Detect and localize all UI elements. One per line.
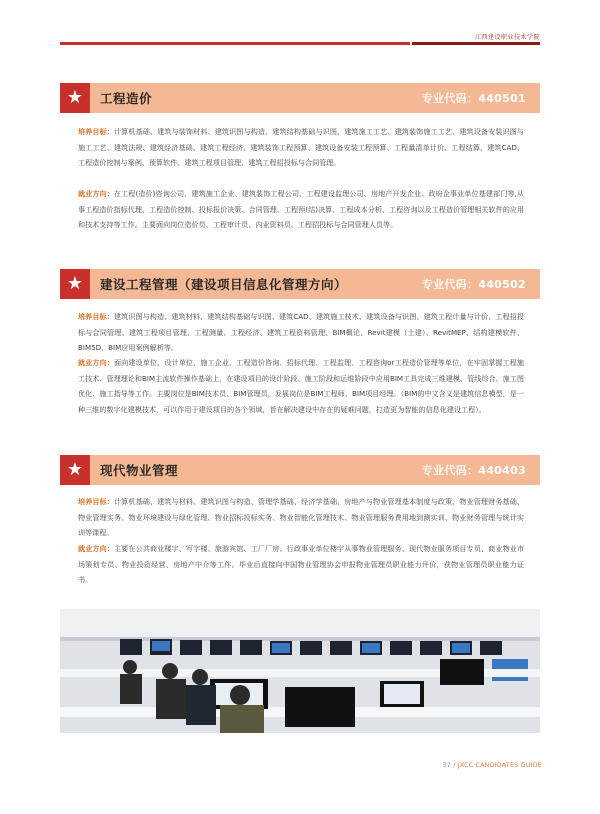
star-icon: ★	[60, 269, 90, 299]
footer-separator: /	[453, 762, 456, 769]
training-goal-paragraph	[78, 309, 524, 356]
training-goal-text: 建筑识图与构造、建筑材料、建筑结构基础与识图、建筑CAD、建筑施工技术、建筑设备与识图、建筑工程计量与计价、工程招投标与合同管理、建筑工程项目管理、工程测量、工程经济、建筑工程资料管理、BIM概论、Revit建模（土建）、RevitMEP、结构建模软件、BIM5D、BIM应用案例解析等。	[78, 312, 525, 353]
training-goal-text: 计算机基础、建筑与材料、建筑识图与构造、管理学基础、经济学基础、房地产与物业管理基本制度与政策、物业管理财务基础、物业管理实务、物业环境建设与绿化管理、物业招标投标实务、物业智能化管理技术、物业管理服务费用地到测实训、物业财务管理与统计实训等课程。	[78, 497, 525, 538]
section-header-bar	[90, 455, 540, 485]
career-label: 就业方向：	[78, 189, 114, 198]
section-header-cost	[60, 83, 540, 113]
career-label: 就业方向：	[78, 358, 114, 367]
computer-lab-photo	[60, 609, 540, 733]
section-header-bar	[90, 269, 540, 299]
star-icon: ★	[60, 455, 90, 485]
college-logo-text: 江西建设职业技术学院	[474, 34, 540, 41]
training-goal-label: 培养目标：	[78, 127, 114, 136]
section-title: 工程造价	[100, 91, 153, 106]
career-text: 在工程(造价)咨询公司、建筑施工企业、建筑装饰工程公司、工程建设监理公司、房地产开发企业、政府企事业单位基建部门等,从事工程造价指标代理、工程造价控制、投标报价决策、合同管理、工程预(结)决算、工程成本分析、工程咨询以及工程造价管理相关软件的应用和技术支持等工作。主要面向岗位造价员、工程审计员、内业资料员、工程招投标与合同管理人员等。	[78, 189, 524, 230]
section-title: 建设工程管理（建设项目信息化管理方向）	[100, 277, 348, 292]
section-header-bar	[90, 83, 540, 113]
training-goal-paragraph	[78, 124, 524, 171]
career-paragraph	[78, 541, 524, 588]
training-goal-text: 计算机基础、建筑与装饰材料、建筑识图与构造、建筑结构基础与识图、建筑施工工艺、建筑装饰施工工艺、建筑设备安装识图与施工工艺、建筑法规、建筑经济基础、建筑工程经济、建筑装饰工程预算、建筑设备安装工程预算、工程量清单计价、工程结算、建筑CAD、工程造价控制与案例、预算软件、建筑工程项目管理、建筑工程招投标与合同管理。	[78, 127, 525, 168]
training-goal-label: 培养目标：	[78, 497, 114, 506]
section-header-construction-mgmt	[60, 269, 540, 299]
top-rule-dark	[412, 42, 540, 45]
major-code: 专业代码：440501	[421, 92, 526, 105]
career-paragraph	[78, 186, 524, 233]
section-header-property-mgmt	[60, 455, 540, 485]
career-label: 就业方向：	[78, 544, 114, 553]
page-number: 37	[442, 762, 451, 769]
major-code: 专业代码：440403	[421, 464, 526, 477]
section-title: 现代物业管理	[100, 463, 179, 478]
major-code: 专业代码：440502	[421, 278, 526, 291]
top-rule	[60, 42, 410, 45]
career-text: 面向建设单位、设计单位、施工企业、工程造价咨询、招标代理、工程监理、工程咨询or工程造价管理等单位，在牢固掌握工程施工技术、管理理论和BIM主流软件操作基础上，在建设项目的设计阶段、施工阶段和运维阶段中应用BIM工具完成三维建模、管线综合、施工图优化、施工指导等工作。主要岗位是BIM技术员、BIM管理员，发展岗位是BIM工程师、BIM项目经理。（BIM的中文含义是建筑信息模型，是一种三维的数字化建模技术，可以作用于建设项目的各个领域，旨在解决建设中存在的疑难问题，打造更为智能的信息化建设工程）。	[78, 358, 524, 414]
page-footer	[442, 762, 542, 769]
footer-guide-title: JXCC CANDIDATES GUIDE	[457, 762, 542, 769]
career-text: 主要在公共商业楼宇、写字楼、旅游宾馆、工厂厂房、行政事业单位楼宇从事物业管理服务、现代物业服务项目专员、商业物业市场策划专员、物业投资经营、房地产中介等工作。毕业后直接向中国物业管理协会申报物业管理员职业能力评价，获物业管理员职业能力证书。	[78, 544, 525, 585]
career-paragraph	[78, 355, 524, 417]
star-icon: ★	[60, 83, 90, 113]
training-goal-paragraph	[78, 494, 524, 541]
training-goal-label: 培养目标：	[78, 312, 114, 321]
